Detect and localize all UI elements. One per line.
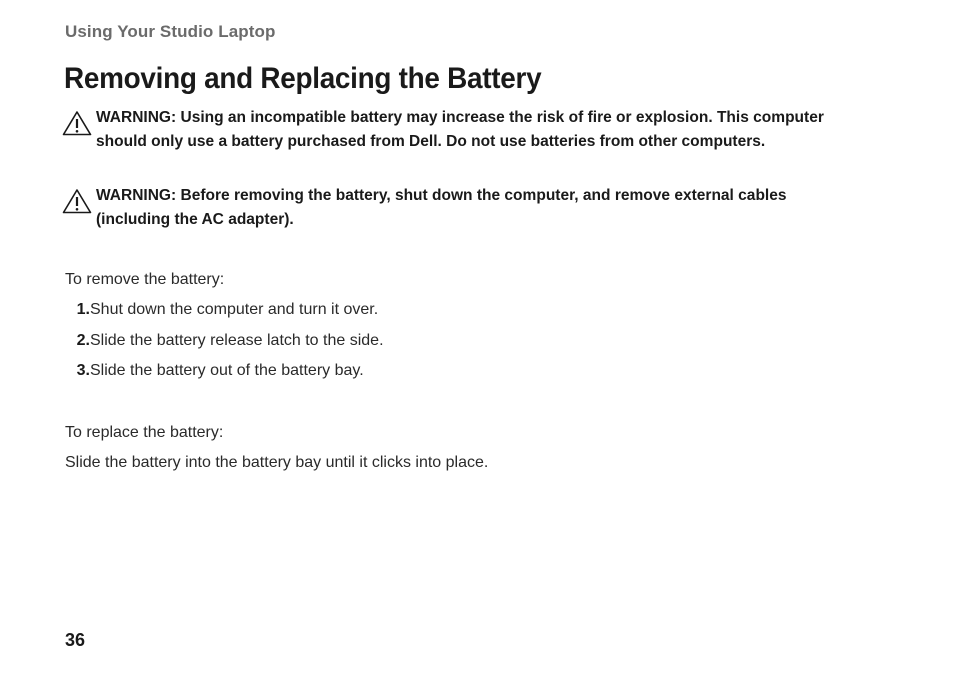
- page-title: Removing and Replacing the Battery: [64, 62, 542, 95]
- page-number: 36: [65, 630, 86, 650]
- warning-text: WARNING: Before removing the battery, shut down the computer, and remove external cables (including the AC adapter).: [96, 187, 787, 228]
- replace-battery-intro: To replace the battery:: [65, 424, 224, 441]
- step-text: Slide the battery out of the battery bay.: [90, 362, 364, 379]
- warning-text: WARNING: Using an incompatible battery may increase the risk of fire or explosion. This computer should only use a battery purchased from Dell. Do not use batteries from other computers.: [96, 109, 824, 150]
- remove-battery-intro: To remove the battery:: [65, 271, 225, 288]
- list-item: [65, 331, 384, 362]
- step-text: Shut down the computer and turn it over.: [90, 301, 379, 318]
- warning-shut-down: [62, 184, 862, 232]
- remove-battery-steps: [65, 300, 384, 392]
- warning-triangle-icon: [62, 106, 96, 136]
- warning-incompatible-battery: [62, 106, 862, 154]
- step-text: Slide the battery release latch to the side.: [90, 331, 384, 349]
- replace-battery-step: Slide the battery into the battery bay until it clicks into place.: [65, 454, 489, 471]
- step-number: 2.: [76, 331, 90, 349]
- warning-triangle-icon: [62, 184, 96, 214]
- step-number: 3.: [76, 362, 90, 379]
- step-number: 1.: [76, 301, 90, 318]
- running-header: Using Your Studio Laptop: [65, 22, 276, 41]
- list-item: [65, 300, 384, 331]
- list-item: [65, 361, 384, 392]
